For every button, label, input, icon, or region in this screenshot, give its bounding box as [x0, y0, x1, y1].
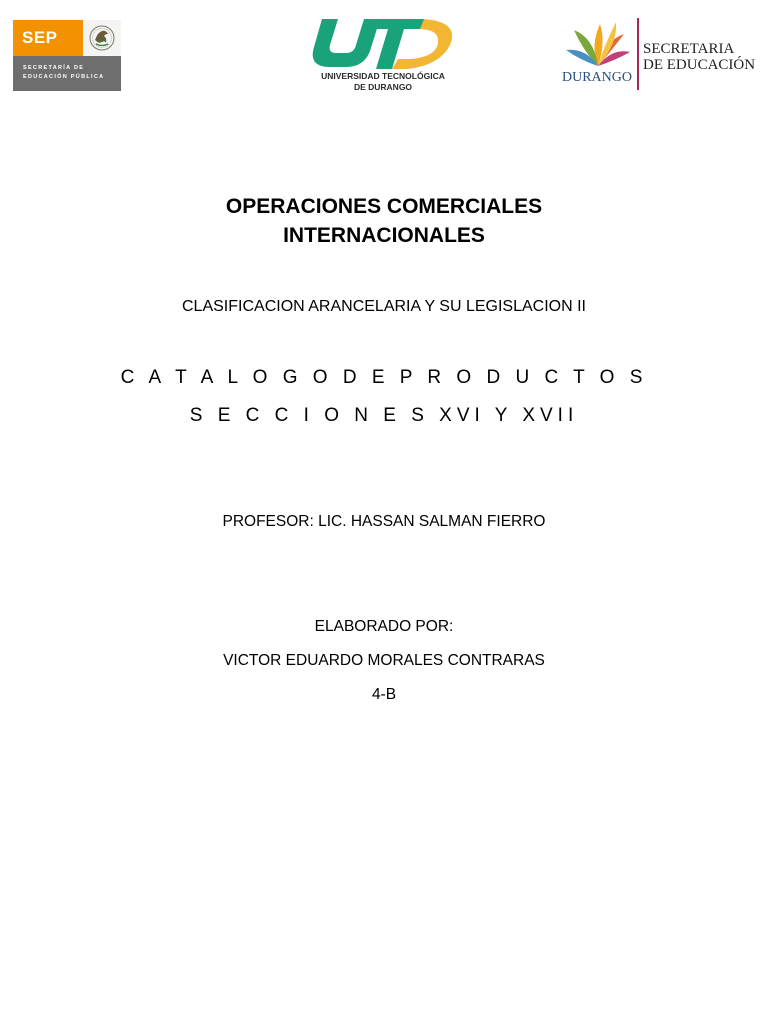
sep-logo-band — [13, 56, 121, 91]
document-title-line2: INTERNACIONALES — [283, 224, 485, 247]
utd-emblem-icon — [300, 15, 470, 71]
sep-subtitle — [23, 64, 104, 82]
document-subject: CLASIFICACION ARANCELARIA Y SU LEGISLACION II — [182, 298, 586, 315]
durango-education-logo — [558, 14, 763, 94]
group-label: 4-B — [371, 686, 397, 703]
catalog-line: C A T A L O G O D E P R O D U C T O S — [120, 367, 648, 388]
professor-line: PROFESOR: LIC. HASSAN SALMAN FIERRO — [222, 513, 546, 530]
elaborated-by-label: ELABORADO POR: — [314, 618, 454, 635]
durango-educacion-text: DE EDUCACIÓN — [643, 57, 756, 73]
durango-secretaria-text: SECRETARIA — [643, 41, 735, 57]
author-name: VICTOR EDUARDO MORALES CONTRARAS — [223, 652, 545, 669]
header-logos — [0, 0, 768, 100]
utd-logo — [300, 15, 470, 95]
sections-line: S E C C I O N E S XVI Y XVII — [189, 405, 579, 426]
document-title-line1: OPERACIONES COMERCIALES — [225, 195, 543, 218]
durango-wordmark: DURANGO — [562, 70, 632, 85]
utd-caption-line2: DE DURANGO — [353, 82, 413, 92]
sep-subtitle-line1: SECRETARÍA DE — [23, 65, 85, 71]
mexican-seal-icon — [83, 20, 121, 56]
sep-logo — [13, 20, 121, 91]
utd-caption-line1: UNIVERSIDAD TECNOLÓGICA — [321, 71, 445, 81]
utd-caption — [300, 71, 466, 93]
sep-acronym: SEP — [13, 20, 83, 56]
sep-subtitle-line2: EDUCACIÓN PÚBLICA — [23, 74, 105, 80]
durango-divider — [637, 18, 639, 90]
durango-flower-icon — [560, 16, 636, 74]
